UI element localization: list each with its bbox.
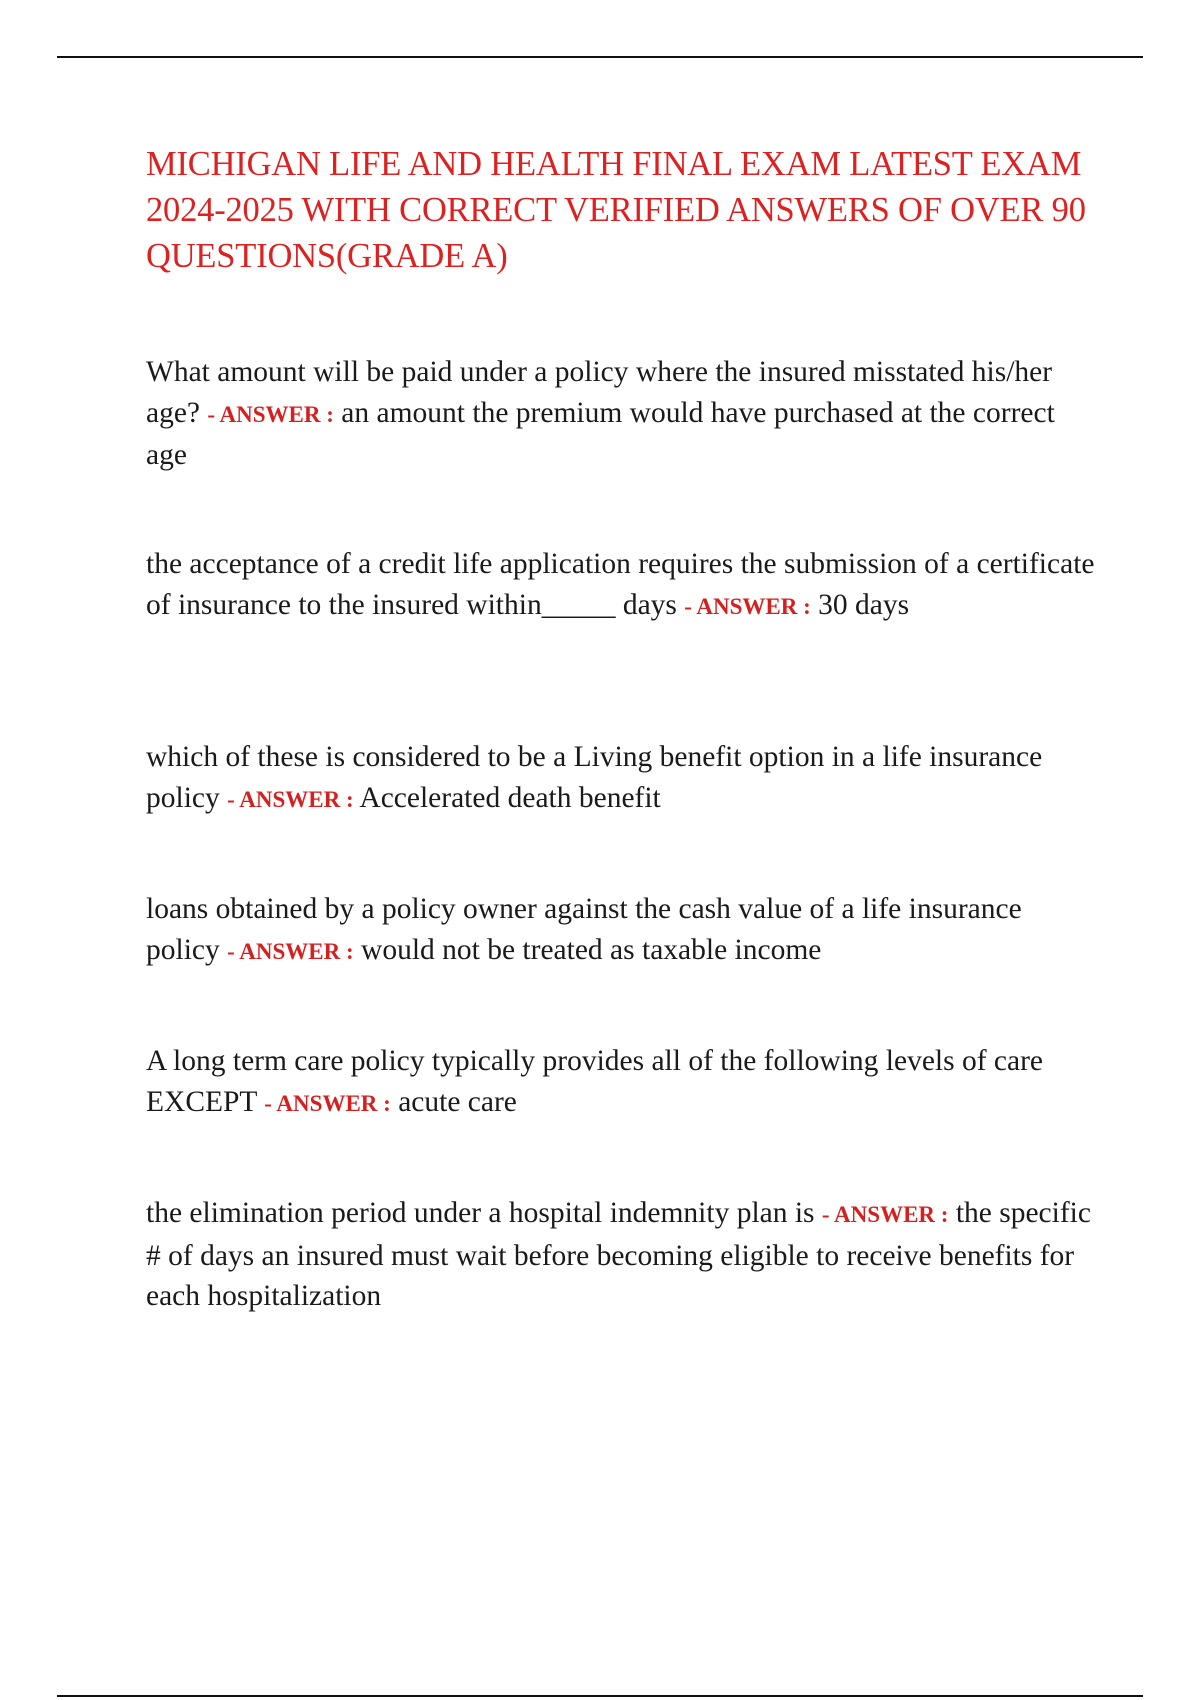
answer-text: the specific # of days an insured must wait before becoming eligible to receive benefits for each hospitalization (146, 1197, 1091, 1312)
answer-label: - ANSWER : (227, 786, 354, 812)
qa-item-2 (146, 544, 1096, 627)
answer-text: would not be treated as taxable income (361, 933, 822, 966)
bottom-rule (57, 1695, 1143, 1697)
answer-text: 30 days (818, 588, 910, 621)
answer-text: Accelerated death benefit (359, 781, 661, 814)
question-text: which of these is considered to be a Living benefit option in a life insurance policy (146, 741, 1043, 814)
question-text: the elimination period under a hospital indemnity plan is (146, 1197, 815, 1229)
qa-item-5 (146, 1041, 1096, 1124)
answer-label: - ANSWER : (684, 593, 811, 619)
document-title: MICHIGAN LIFE AND HEALTH FINAL EXAM LATEST EXAM 2024-2025 WITH CORRECT VERIFIED ANSWERS OF OVER 90 QUESTIONS(GRADE A) (146, 145, 1086, 275)
qa-item-3 (146, 737, 1096, 820)
answer-label: - ANSWER : (207, 401, 334, 427)
answer-label: - ANSWER : (227, 938, 354, 964)
answer-label: - ANSWER : (264, 1090, 391, 1116)
question-text: A long term care policy typically provides all of the following levels of care EXCEPT (146, 1045, 1044, 1118)
answer-text: acute care (398, 1085, 517, 1118)
qa-item-4 (146, 889, 1096, 972)
question-text: loans obtained by a policy owner against the cash value of a life insurance policy (146, 893, 1022, 966)
qa-item-1 (146, 352, 1096, 476)
question-text: What amount will be paid under a policy where the insured misstated his/her age? (146, 356, 1053, 429)
answer-label: - ANSWER : (821, 1202, 949, 1227)
qa-item-6 (146, 1193, 1096, 1317)
answer-text: an amount the premium would have purchased at the correct age (146, 396, 1055, 471)
question-text: the acceptance of a credit life application requires the submission of a certificate of insurance to the insured within_____ days (146, 548, 1095, 621)
top-rule (57, 56, 1143, 58)
